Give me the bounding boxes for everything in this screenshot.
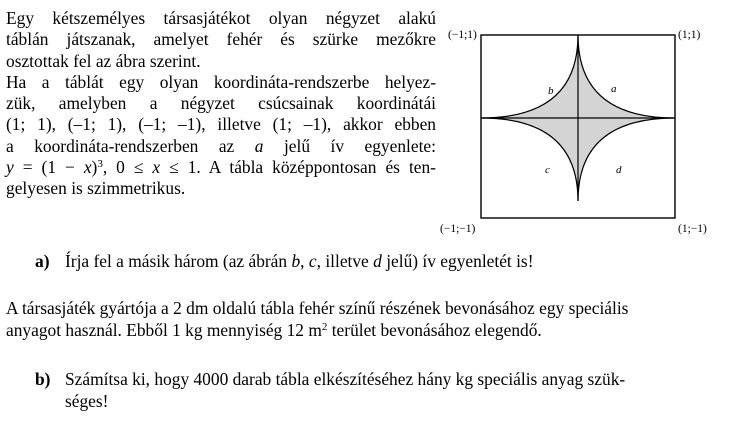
- corner-label-bottom-left: (−1;−1): [440, 223, 476, 235]
- intro-line-2: táblán játszanak, amelyet fehér és szürke mezőkre: [6, 29, 436, 50]
- question-b-line-2: séges!: [65, 391, 109, 411]
- problem-intro: [6, 8, 436, 200]
- question-a: a) Írja fel a másik három (az ábrán b, c, illetve d jelű) ív egyenletét is!: [35, 251, 534, 271]
- question-b: [35, 368, 725, 412]
- variable-a: a: [254, 135, 264, 156]
- intro-line-9: gelyesen is szimmetrikus.: [6, 178, 186, 199]
- intro-line-1: Egy kétszemélyes társasjátékot olyan négyzet alakú: [6, 8, 436, 28]
- paragraph-line-1: A társasjáték gyártója a 2 dm oldalú tábla fehér színű részének bevonásához egy speciális: [6, 298, 629, 318]
- question-b-line-1: Számítsa ki, hogy 4000 darab tábla elkészítéséhez hány kg speciális anyag szük-: [65, 369, 626, 389]
- question-b-label: b): [35, 369, 51, 389]
- corner-label-top-right: (1;1): [678, 29, 701, 41]
- arc-label-c: c: [545, 164, 550, 176]
- variable-d: d: [373, 251, 382, 271]
- material-paragraph: [6, 298, 730, 341]
- arc-label-a: a: [611, 83, 617, 95]
- variable-b: b: [291, 251, 301, 271]
- intro-line-4: Ha a táblát egy olyan koordináta-rendszerbe helyez-: [6, 71, 436, 92]
- variable-c: c: [308, 251, 317, 271]
- arc-label-d: d: [616, 164, 622, 176]
- paragraph-line-2: anyagot használ. Ebből 1 kg mennyiség 12 $m^2$ terület bevonásához elegendő.: [6, 319, 542, 340]
- arc-label-b: b: [548, 85, 554, 97]
- intro-line-6: (1; 1), (–1; 1), (–1; –1), illetve (1; –1), akkor ebben: [6, 114, 436, 135]
- exponent: 3: [97, 158, 103, 171]
- intro-line-3: osztottak fel az ábra szerint.: [6, 50, 201, 71]
- corner-label-top-left: (−1;1): [448, 29, 477, 41]
- corner-label-bottom-right: (1;−1): [678, 223, 707, 235]
- equation-line: $y = (1 - x)^3$, 0 ≤ x ≤ 1. A tábla középpontosan és ten-: [6, 157, 436, 178]
- intro-line-7: a koordináta-rendszerben az a jelű ív egyenlete:: [6, 135, 436, 156]
- question-a-label: a): [35, 251, 50, 271]
- intro-line-5: zük, amelyben a négyzet csúcsainak koordinátái: [6, 93, 436, 114]
- board-figure: [440, 18, 732, 243]
